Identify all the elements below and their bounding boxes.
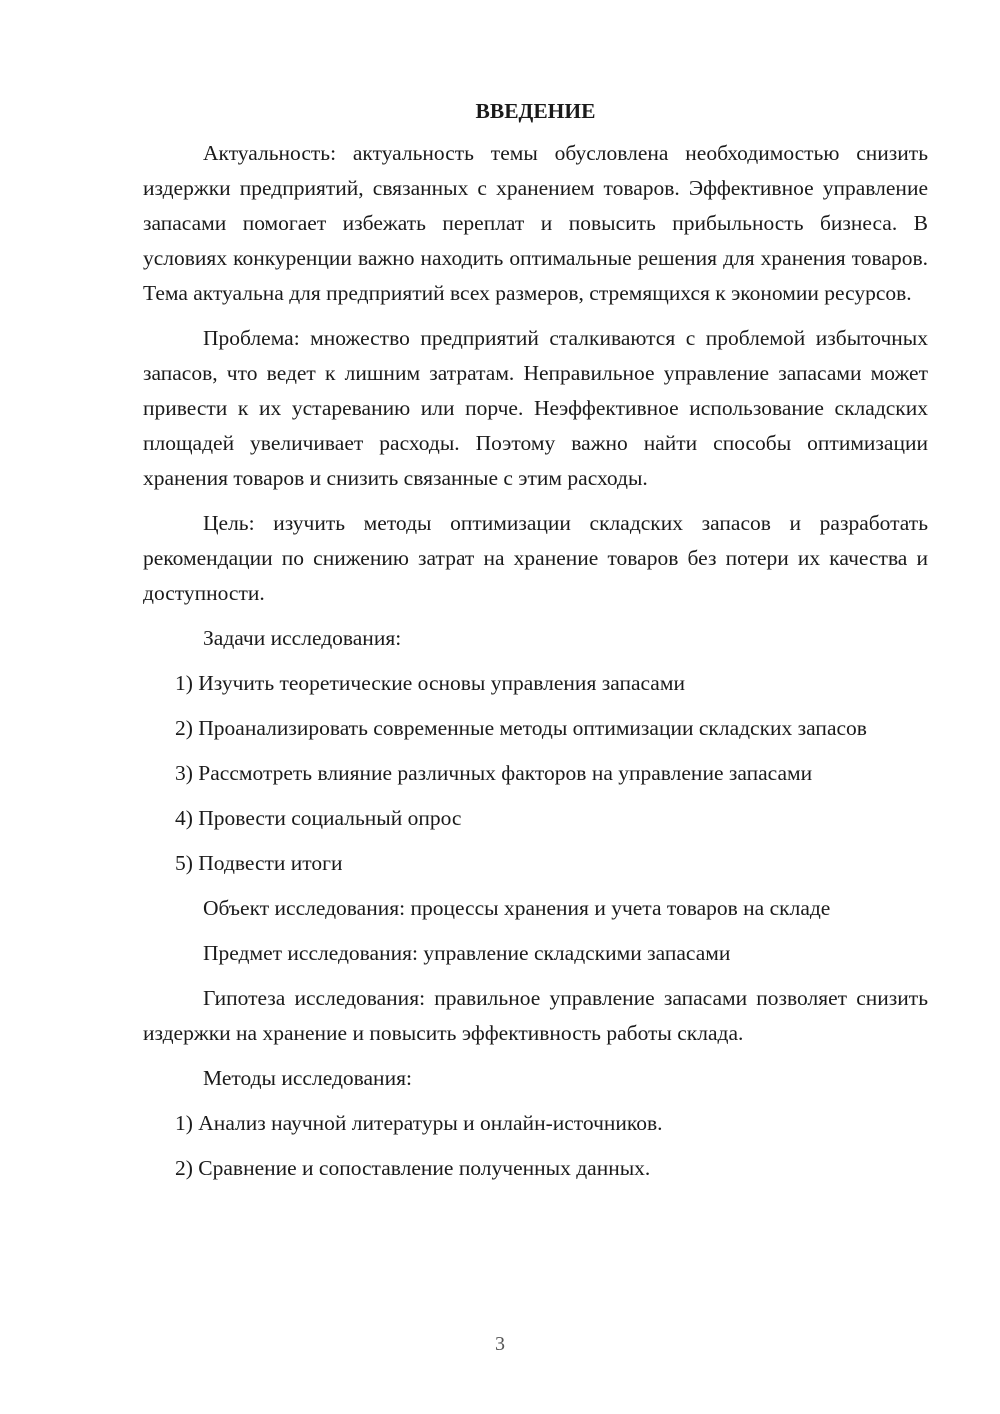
tasks-heading: Задачи исследования: [203,626,402,650]
goal-paragraph: Цель: изучить методы оптимизации складских запасов и разработать рекомендации по снижению затрат на хранение товаров без потери их качества и доступности. [143,511,928,605]
method-item-2: 2) Сравнение и сопоставление полученных данных. [175,1156,651,1180]
research-hypothesis: Гипотеза исследования: правильное управление запасами позволяет снизить издержки на хранение и повысить эффективность работы склада. [143,986,928,1045]
task-item-4: 4) Провести социальный опрос [175,806,462,830]
page-number: 3 [495,1333,505,1355]
method-item-1: 1) Анализ научной литературы и онлайн-источников. [175,1111,663,1135]
task-item-3: 3) Рассмотреть влияние различных факторов на управление запасами [175,761,813,785]
problem-paragraph: Проблема: множество предприятий сталкиваются с проблемой избыточных запасов, что ведет к лишним затратам. Неправильное управление запасами может привести к их устареванию или порче. Неэффективное использование складских площадей увеличивает расходы. Поэтому важно найти способы оптимизации хранения товаров и снизить связанные с этим расходы. [143,326,928,490]
task-item-1: 1) Изучить теоретические основы управления запасами [175,671,685,695]
relevance-paragraph: Актуальность: актуальность темы обусловлена необходимостью снизить издержки предприятий, связанных с хранением товаров. Эффективное управление запасами помогает избежать переплат и повысить прибыльность бизнеса. В условиях конкуренции важно находить оптимальные решения для хранения товаров. Тема актуальна для предприятий всех размеров, стремящихся к экономии ресурсов. [143,141,928,305]
page-title: ВВЕДЕНИЕ [475,99,596,123]
methods-heading: Методы исследования: [203,1066,412,1090]
task-item-2: 2) Проанализировать современные методы оптимизации складских запасов [175,716,867,740]
research-subject: Предмет исследования: управление складскими запасами [203,941,731,965]
page-content [143,96,928,1196]
research-object: Объект исследования: процессы хранения и учета товаров на складе [203,896,831,920]
task-item-5: 5) Подвести итоги [175,851,343,875]
